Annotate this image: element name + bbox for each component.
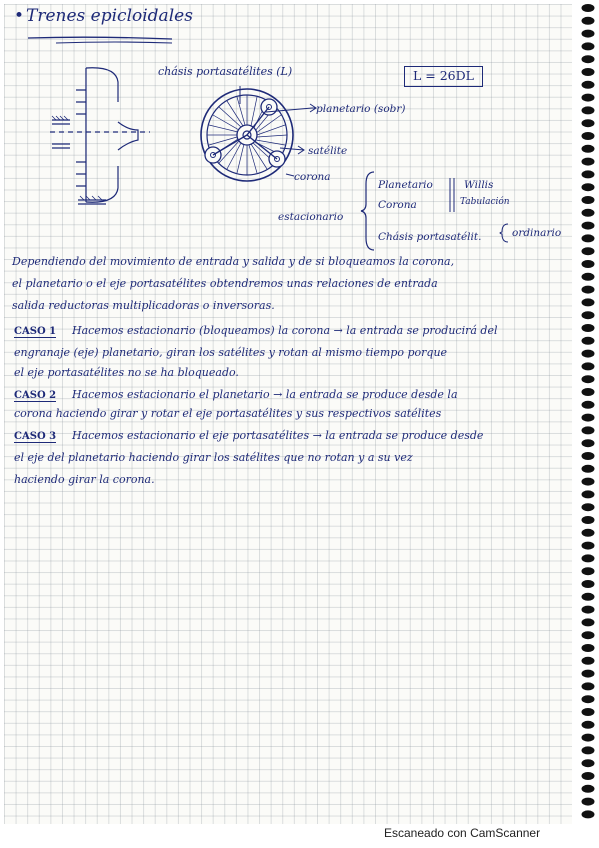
spiral-ring — [582, 759, 595, 767]
spiral-binding — [577, 0, 597, 830]
spiral-ring — [582, 337, 595, 345]
spiral-ring — [582, 17, 595, 25]
spiral-ring — [582, 119, 595, 127]
spiral-ring — [582, 606, 595, 614]
label-corona: corona — [294, 171, 331, 183]
spiral-ring — [582, 55, 595, 63]
spiral-ring — [582, 785, 595, 793]
spiral-ring — [582, 324, 595, 332]
spiral-ring — [582, 631, 595, 639]
spiral-ring — [582, 350, 595, 358]
spiral-ring — [582, 529, 595, 537]
spiral-ring — [582, 580, 595, 588]
spiral-ring — [582, 311, 595, 319]
option-planetario: Planetario — [378, 179, 433, 191]
spiral-ring — [582, 734, 595, 742]
spiral-ring — [582, 439, 595, 447]
case-2-line-2: corona haciendo girar y rotar el eje portasatélites y sus respectivos satélites — [14, 407, 442, 420]
case-1-line-2: engranaje (eje) planetario, giran los satélites y rotan al mismo tiempo porque — [14, 346, 448, 359]
spiral-ring — [582, 183, 595, 191]
ordinario-brace — [496, 222, 512, 244]
label-chasis-portasatelites: chásis portasatélites (L) — [158, 65, 293, 78]
spiral-ring — [582, 106, 595, 114]
spiral-ring — [582, 30, 595, 38]
case-1-line-1: Hacemos estacionario (bloqueamos) la corona → la entrada se producirá del — [72, 324, 498, 337]
spiral-ring — [582, 618, 595, 626]
spiral-ring — [582, 209, 595, 217]
spiral-ring — [582, 503, 595, 511]
spiral-ring — [582, 196, 595, 204]
intro-line-2: el planetario o el eje portasatélites obtendremos unas relaciones de entrada — [12, 277, 438, 290]
spiral-ring — [582, 490, 595, 498]
case-3-line-1: Hacemos estacionario el eje portasatélites → la entrada se produce desde — [72, 429, 484, 442]
spiral-ring — [582, 657, 595, 665]
spiral-ring — [582, 414, 595, 422]
spiral-ring — [582, 746, 595, 754]
intro-line-1: Dependiendo del movimiento de entrada y salida y de si bloqueamos la corona, — [12, 255, 455, 268]
option-chasis: Chásis portasatélit. — [378, 231, 482, 243]
spiral-ring — [582, 567, 595, 575]
spiral-ring — [582, 145, 595, 153]
spiral-ring — [582, 94, 595, 102]
spiral-ring — [582, 542, 595, 550]
spiral-ring — [582, 516, 595, 524]
spiral-ring — [582, 708, 595, 716]
label-planetario: planetario (sobr) — [316, 103, 406, 115]
spiral-ring — [582, 222, 595, 230]
spiral-ring — [582, 426, 595, 434]
label-satelite: satélite — [308, 145, 348, 157]
methods-bar — [446, 176, 460, 216]
page-title: Trenes epicloidales — [26, 6, 193, 26]
diagram-arrows — [200, 78, 330, 188]
estacionario-bracket — [360, 170, 380, 252]
case-3-line-2: el eje del planetario haciendo girar los satélites que no rotan y a su vez — [14, 451, 413, 464]
spiral-ring — [582, 68, 595, 76]
spiral-ring — [582, 375, 595, 383]
case-1-line-3: el eje portasatélites no se ha bloqueado. — [14, 366, 239, 379]
spiral-ring — [582, 452, 595, 460]
title-underline — [26, 34, 176, 46]
spiral-ring — [582, 721, 595, 729]
spiral-ring — [582, 362, 595, 370]
spiral-ring — [582, 695, 595, 703]
spiral-ring — [582, 810, 595, 818]
option-corona: Corona — [378, 199, 417, 211]
spiral-ring — [582, 644, 595, 652]
spiral-ring — [582, 81, 595, 89]
formula-box: L = 26DL — [404, 66, 483, 87]
spiral-ring — [582, 401, 595, 409]
case-2-line-1: Hacemos estacionario el planetario → la entrada se produce desde la — [72, 388, 458, 401]
case-3-label: CASO 3 — [14, 431, 57, 442]
spiral-ring — [582, 554, 595, 562]
spiral-ring — [582, 158, 595, 166]
label-estacionario: estacionario — [278, 211, 344, 223]
method-willis: Willis — [464, 179, 494, 191]
spiral-ring — [582, 42, 595, 50]
spiral-ring — [582, 286, 595, 294]
case-1-label: CASO 1 — [14, 326, 57, 337]
spiral-ring — [582, 132, 595, 140]
spiral-ring — [582, 388, 595, 396]
intro-line-3: salida reductoras multiplicadoras o inversoras. — [12, 299, 275, 312]
spiral-ring — [582, 670, 595, 678]
spiral-ring — [582, 465, 595, 473]
spiral-ring — [582, 170, 595, 178]
spiral-ring — [582, 798, 595, 806]
spiral-ring — [582, 593, 595, 601]
spiral-ring — [582, 234, 595, 242]
case-3-line-3: haciendo girar la corona. — [14, 473, 155, 486]
label-ordinario: ordinario — [512, 227, 562, 239]
spiral-ring — [582, 478, 595, 486]
spiral-ring — [582, 4, 595, 12]
spiral-ring — [582, 682, 595, 690]
bullet-point: • — [14, 6, 25, 26]
spiral-ring — [582, 260, 595, 268]
method-tabulacion: Tabulación — [460, 197, 510, 207]
camscanner-watermark: Escaneado con CamScanner — [384, 826, 541, 840]
side-view-sketch — [46, 62, 156, 212]
case-2-label: CASO 2 — [14, 390, 57, 401]
spiral-ring — [582, 273, 595, 281]
spiral-ring — [582, 772, 595, 780]
spiral-ring — [582, 247, 595, 255]
spiral-ring — [582, 298, 595, 306]
